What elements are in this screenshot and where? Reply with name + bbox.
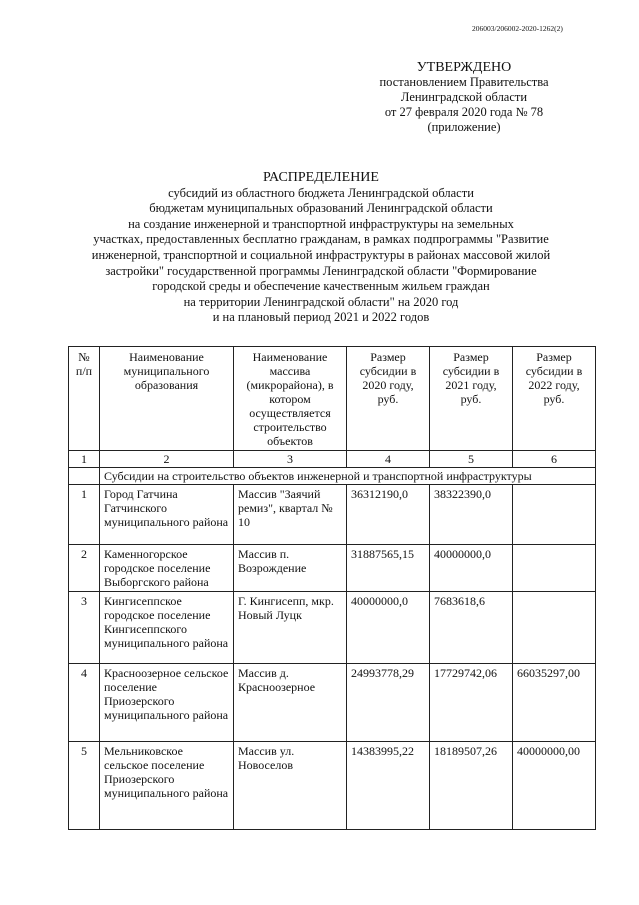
massiv: Массив ул. Новоселов xyxy=(234,742,347,830)
municipality: Город Гатчина Гатчинского муниципального района xyxy=(100,485,234,545)
subsidy-2022 xyxy=(513,485,596,545)
title-line: на территории Ленинградской области" на 2020 год xyxy=(183,294,459,309)
row-number: 4 xyxy=(69,664,100,742)
subsidy-2022: 66035297,00 xyxy=(513,664,596,742)
table-row xyxy=(69,742,596,830)
column-number: 2 xyxy=(100,451,234,468)
title-line: субсидий из областного бюджета Ленинградской области xyxy=(168,185,474,200)
massiv: Г. Кингисепп, мкр. Новый Луцк xyxy=(234,592,347,664)
title-line: участках, предоставленных бесплатно гражданам, в рамках подпрограммы "Развитие xyxy=(93,232,549,247)
column-number: 3 xyxy=(234,451,347,468)
municipality: Красноозерное сельское поселение Приозерского муниципального района xyxy=(100,664,234,742)
table-row xyxy=(69,664,596,742)
massiv: Массив п. Возрождение xyxy=(234,545,347,592)
row-number: 3 xyxy=(69,592,100,664)
approval-heading: УТВЕРЖДЕНО xyxy=(416,60,512,75)
title-line: городской среды и обеспечение качественным жильем граждан xyxy=(152,279,490,294)
title-line: бюджетам муниципальных образований Ленинградской области xyxy=(149,201,493,216)
header-cell: Размер субсидии в 2022 году, руб. xyxy=(513,347,596,451)
subsidy-2020: 31887565,15 xyxy=(347,545,430,592)
subsidy-2020: 40000000,0 xyxy=(347,592,430,664)
row-number: 5 xyxy=(69,742,100,830)
header-cell: Наименование муниципального образования xyxy=(100,347,234,451)
section-row xyxy=(69,468,596,485)
column-number: 5 xyxy=(430,451,513,468)
document-title xyxy=(86,170,556,326)
title-line: инженерной, транспортной и социальной инфраструктуры в районах массовой жилой xyxy=(91,247,551,262)
subsidy-2021: 7683618,6 xyxy=(430,592,513,664)
title-line: и на плановый период 2021 и 2022 годов xyxy=(212,310,430,325)
subsidy-2021: 40000000,0 xyxy=(430,545,513,592)
subsidy-2020: 14383995,22 xyxy=(347,742,430,830)
approval-line: от 27 февраля 2020 года № 78 xyxy=(384,105,544,119)
approval-line: Ленинградской области xyxy=(400,90,528,104)
title-line: застройки" государственной программы Ленинградской области "Формирование xyxy=(105,263,537,278)
approval-stamp xyxy=(364,60,564,135)
title-heading: РАСПРЕДЕЛЕНИЕ xyxy=(263,170,379,185)
subsidy-2022 xyxy=(513,592,596,664)
subsidy-2021: 18189507,26 xyxy=(430,742,513,830)
massiv: Массив д. Красноозерное xyxy=(234,664,347,742)
municipality: Кингисеппское городское поселение Кингисеппского муниципального района xyxy=(100,592,234,664)
row-number: 2 xyxy=(69,545,100,592)
document-number: 206003/206002-2020-1262(2) xyxy=(472,24,563,33)
title-line: на создание инженерной и транспортной инфраструктуры на земельных xyxy=(128,216,514,231)
row-number: 1 xyxy=(69,485,100,545)
column-number: 1 xyxy=(69,451,100,468)
table-row xyxy=(69,592,596,664)
table-row xyxy=(69,545,596,592)
header-cell: Размер субсидии в 2021 году, руб. xyxy=(430,347,513,451)
subsidy-2022 xyxy=(513,545,596,592)
header-cell: Наименование массива (микрорайона), в котором осуществляется строительство объектов xyxy=(234,347,347,451)
column-number: 6 xyxy=(513,451,596,468)
municipality: Каменногорское городское поселение Выборгского района xyxy=(100,545,234,592)
approval-line: (приложение) xyxy=(427,120,501,134)
section-title: Субсидии на строительство объектов инженерной и транспортной инфраструктуры xyxy=(100,468,596,485)
subsidy-2021: 17729742,06 xyxy=(430,664,513,742)
table-header-row xyxy=(69,347,596,451)
subsidy-2020: 36312190,0 xyxy=(347,485,430,545)
massiv: Массив "Заячий ремиз", квартал № 10 xyxy=(234,485,347,545)
column-number: 4 xyxy=(347,451,430,468)
table-row xyxy=(69,485,596,545)
subsidy-table xyxy=(68,346,596,830)
subsidy-2021: 38322390,0 xyxy=(430,485,513,545)
column-number-row xyxy=(69,451,596,468)
header-cell: Размер субсидии в 2020 году, руб. xyxy=(347,347,430,451)
municipality: Мельниковское сельское поселение Приозерского муниципального района xyxy=(100,742,234,830)
approval-line: постановлением Правительства xyxy=(379,75,549,89)
header-cell: № п/п xyxy=(69,347,100,451)
subsidy-2022: 40000000,00 xyxy=(513,742,596,830)
subsidy-2020: 24993778,29 xyxy=(347,664,430,742)
